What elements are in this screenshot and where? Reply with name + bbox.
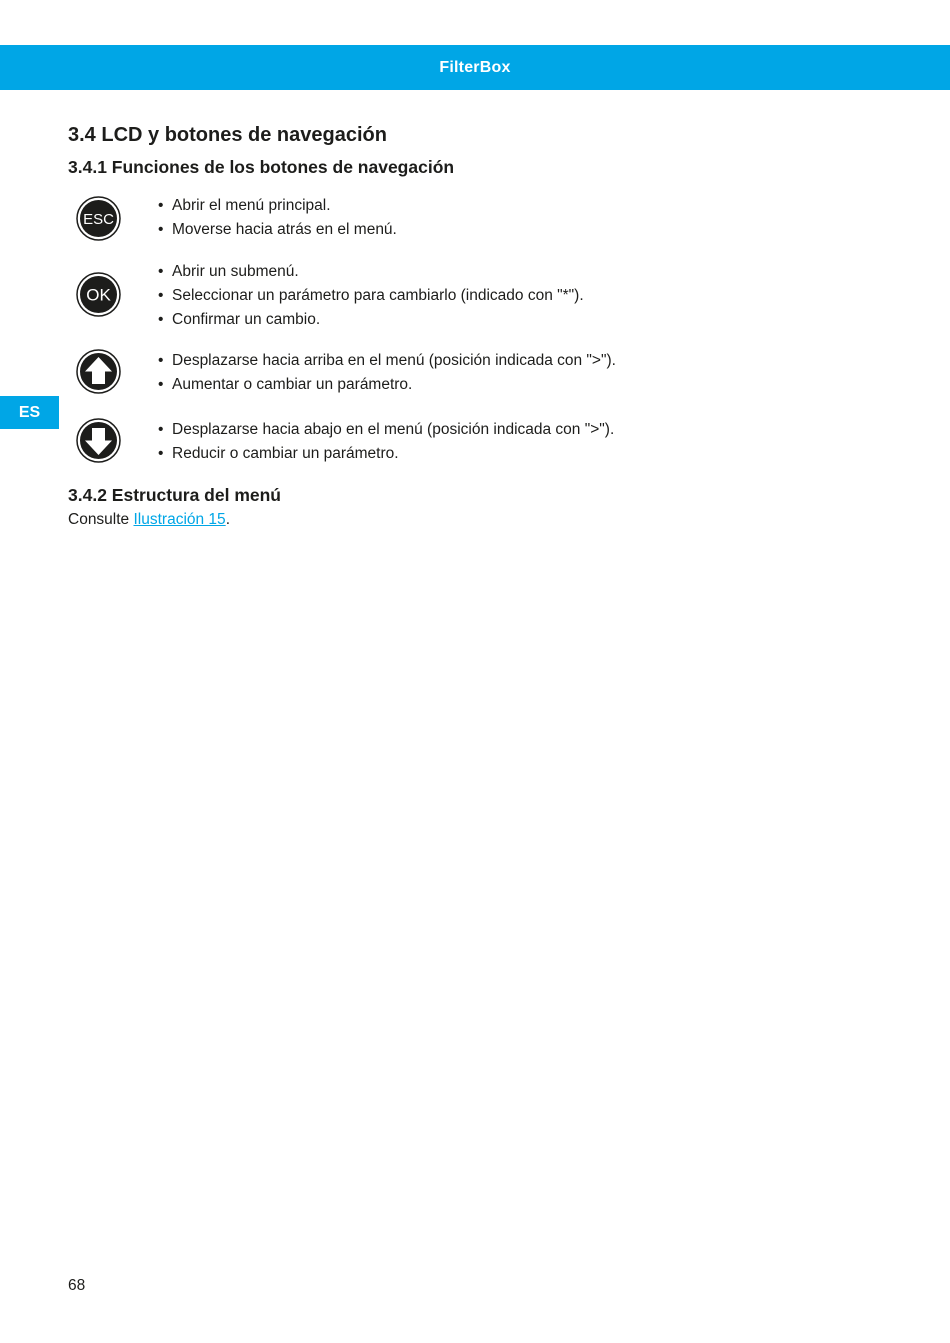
header-title: FilterBox — [439, 58, 511, 76]
list-item: • Reducir o cambiar un parámetro. — [158, 442, 614, 466]
list-item: • Aumentar o cambiar un parámetro. — [158, 373, 616, 397]
list-item: • Moverse hacia atrás en el menú. — [158, 218, 397, 242]
ok-button-icon — [76, 272, 121, 317]
header-bar — [0, 45, 950, 90]
list-item: • Seleccionar un parámetro para cambiarlo (indicado con "*"). — [158, 284, 584, 308]
ok-button-functions — [158, 260, 584, 332]
esc-button-functions — [158, 194, 397, 242]
menu-structure-prefix: Consulte — [68, 511, 134, 528]
section-title: 3.4 LCD y botones de navegación — [68, 124, 387, 146]
page-number: 68 — [68, 1277, 86, 1294]
up-button-functions — [158, 349, 616, 397]
illustration-link[interactable]: Ilustración 15 — [133, 511, 226, 528]
menu-structure-text — [68, 509, 230, 531]
down-button-functions — [158, 418, 614, 466]
down-arrow-button-icon — [76, 418, 121, 463]
esc-button-label: ESC — [83, 211, 114, 228]
ok-button-label: OK — [86, 285, 111, 305]
subsection-title-menu-structure: 3.4.2 Estructura del menú — [68, 485, 281, 505]
up-arrow-button-icon — [76, 349, 121, 394]
esc-button-icon — [76, 196, 121, 241]
language-tab: ES — [0, 396, 59, 429]
list-item: • Desplazarse hacia abajo en el menú (posición indicada con ">"). — [158, 418, 614, 442]
list-item: • Desplazarse hacia arriba en el menú (posición indicada con ">"). — [158, 349, 616, 373]
menu-structure-suffix: . — [225, 511, 230, 528]
list-item: • Confirmar un cambio. — [158, 308, 584, 332]
list-item: • Abrir el menú principal. — [158, 194, 397, 218]
list-item: • Abrir un submenú. — [158, 260, 584, 284]
subsection-title-buttons: 3.4.1 Funciones de los botones de navegación — [68, 157, 455, 177]
